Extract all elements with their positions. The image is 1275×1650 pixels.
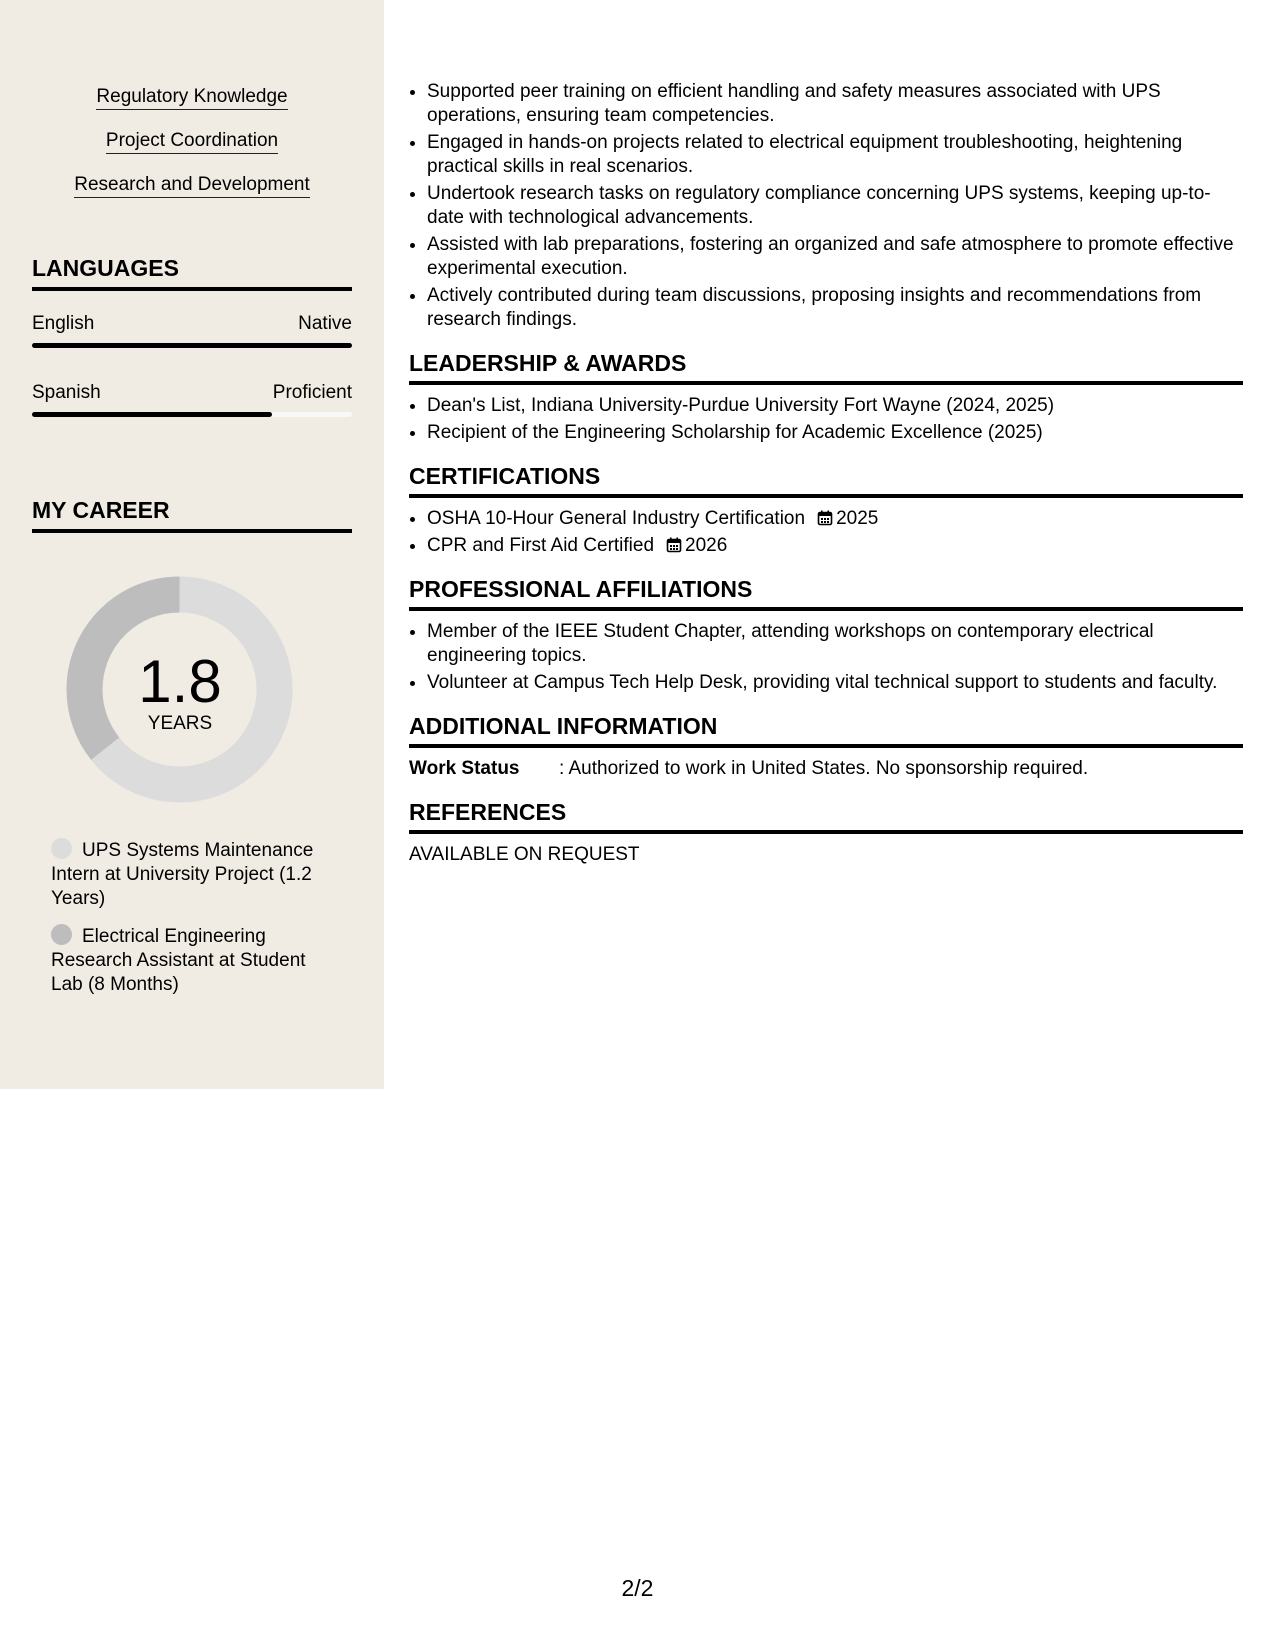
calendar-icon [666, 537, 682, 553]
section-heading: CERTIFICATIONS [409, 462, 1243, 498]
sidebar [0, 0, 384, 1089]
section-heading: ADDITIONAL INFORMATION [409, 712, 1243, 748]
certification-item [427, 507, 1243, 531]
language-row [32, 313, 352, 335]
section-heading: REFERENCES [409, 798, 1243, 834]
list-item: • Volunteer at Campus Tech Help Desk, providing vital technical support to students and faculty. [427, 671, 1243, 695]
language-bar [32, 412, 352, 417]
certification-item [427, 534, 1243, 558]
language-name: English [32, 313, 95, 334]
legend-dot [51, 838, 72, 859]
career-legend-item [51, 924, 321, 997]
section-heading: PROFESSIONAL AFFILIATIONS [409, 575, 1243, 611]
language-level: Native [298, 313, 352, 334]
list-item: • Supported peer training on efficient handling and safety measures associated with UPS operations, ensuring team competencies. [427, 80, 1243, 128]
language-bar-fill [32, 412, 272, 417]
certification-name: CPR and First Aid Certified [427, 535, 655, 556]
career-heading: MY CAREER [32, 496, 352, 533]
career-total-unit: YEARS [147, 713, 213, 734]
list-item: • Assisted with lab preparations, fostering an organized and safe atmosphere to promote effective experimental execution. [427, 233, 1243, 281]
language-row [32, 382, 352, 404]
career-legend-label: Electrical Engineering Research Assistant at Student Lab (8 Months) [51, 926, 306, 995]
skills-list [0, 86, 384, 218]
calendar-icon [817, 510, 833, 526]
language-name: Spanish [32, 382, 101, 403]
additional-information-section [409, 712, 1243, 781]
section-heading: LEADERSHIP & AWARDS [409, 349, 1243, 385]
certifications-section [409, 462, 1243, 558]
career-legend-label: UPS Systems Maintenance Intern at University Project (1.2 Years) [51, 840, 314, 909]
skill-item: Research and Development [74, 174, 310, 198]
experience-bullets [409, 80, 1243, 332]
languages-heading: LANGUAGES [32, 254, 352, 291]
legend-dot [51, 924, 72, 945]
main-content [409, 80, 1243, 867]
certification-year: 2026 [685, 535, 728, 556]
certification-year: 2025 [836, 508, 879, 529]
list-item: • Member of the IEEE Student Chapter, attending workshops on contemporary electrical engineering topics. [427, 620, 1243, 668]
career-total-value: 1.8 [138, 648, 222, 715]
list-item: • Recipient of the Engineering Scholarship for Academic Excellence (2025) [427, 421, 1243, 445]
work-status-row [409, 757, 1243, 781]
language-bar-fill [32, 343, 352, 348]
references-text: AVAILABLE ON REQUEST [409, 844, 640, 865]
page-number: 2/2 [621, 1575, 654, 1601]
certification-name: OSHA 10-Hour General Industry Certification [427, 508, 806, 529]
affiliations-section [409, 575, 1243, 695]
language-level: Proficient [272, 382, 352, 403]
leadership-section [409, 349, 1243, 445]
language-bar [32, 343, 352, 348]
work-status-value: : Authorized to work in United States. No sponsorship required. [559, 758, 1089, 779]
work-status-label: Work Status [409, 758, 520, 779]
career-legend-item [51, 838, 321, 911]
skill-item: Project Coordination [106, 130, 278, 154]
list-item: • Engaged in hands-on projects related to electrical equipment troubleshooting, heightening practical skills in real scenarios. [427, 131, 1243, 179]
list-item: • Undertook research tasks on regulatory compliance concerning UPS systems, keeping up-to-date with technological advancements. [427, 182, 1243, 230]
skill-item: Regulatory Knowledge [96, 86, 287, 110]
references-section [409, 798, 1243, 867]
list-item: • Actively contributed during team discussions, proposing insights and recommendations from research findings. [427, 284, 1243, 332]
list-item: • Dean's List, Indiana University-Purdue University Fort Wayne (2024, 2025) [427, 394, 1243, 418]
